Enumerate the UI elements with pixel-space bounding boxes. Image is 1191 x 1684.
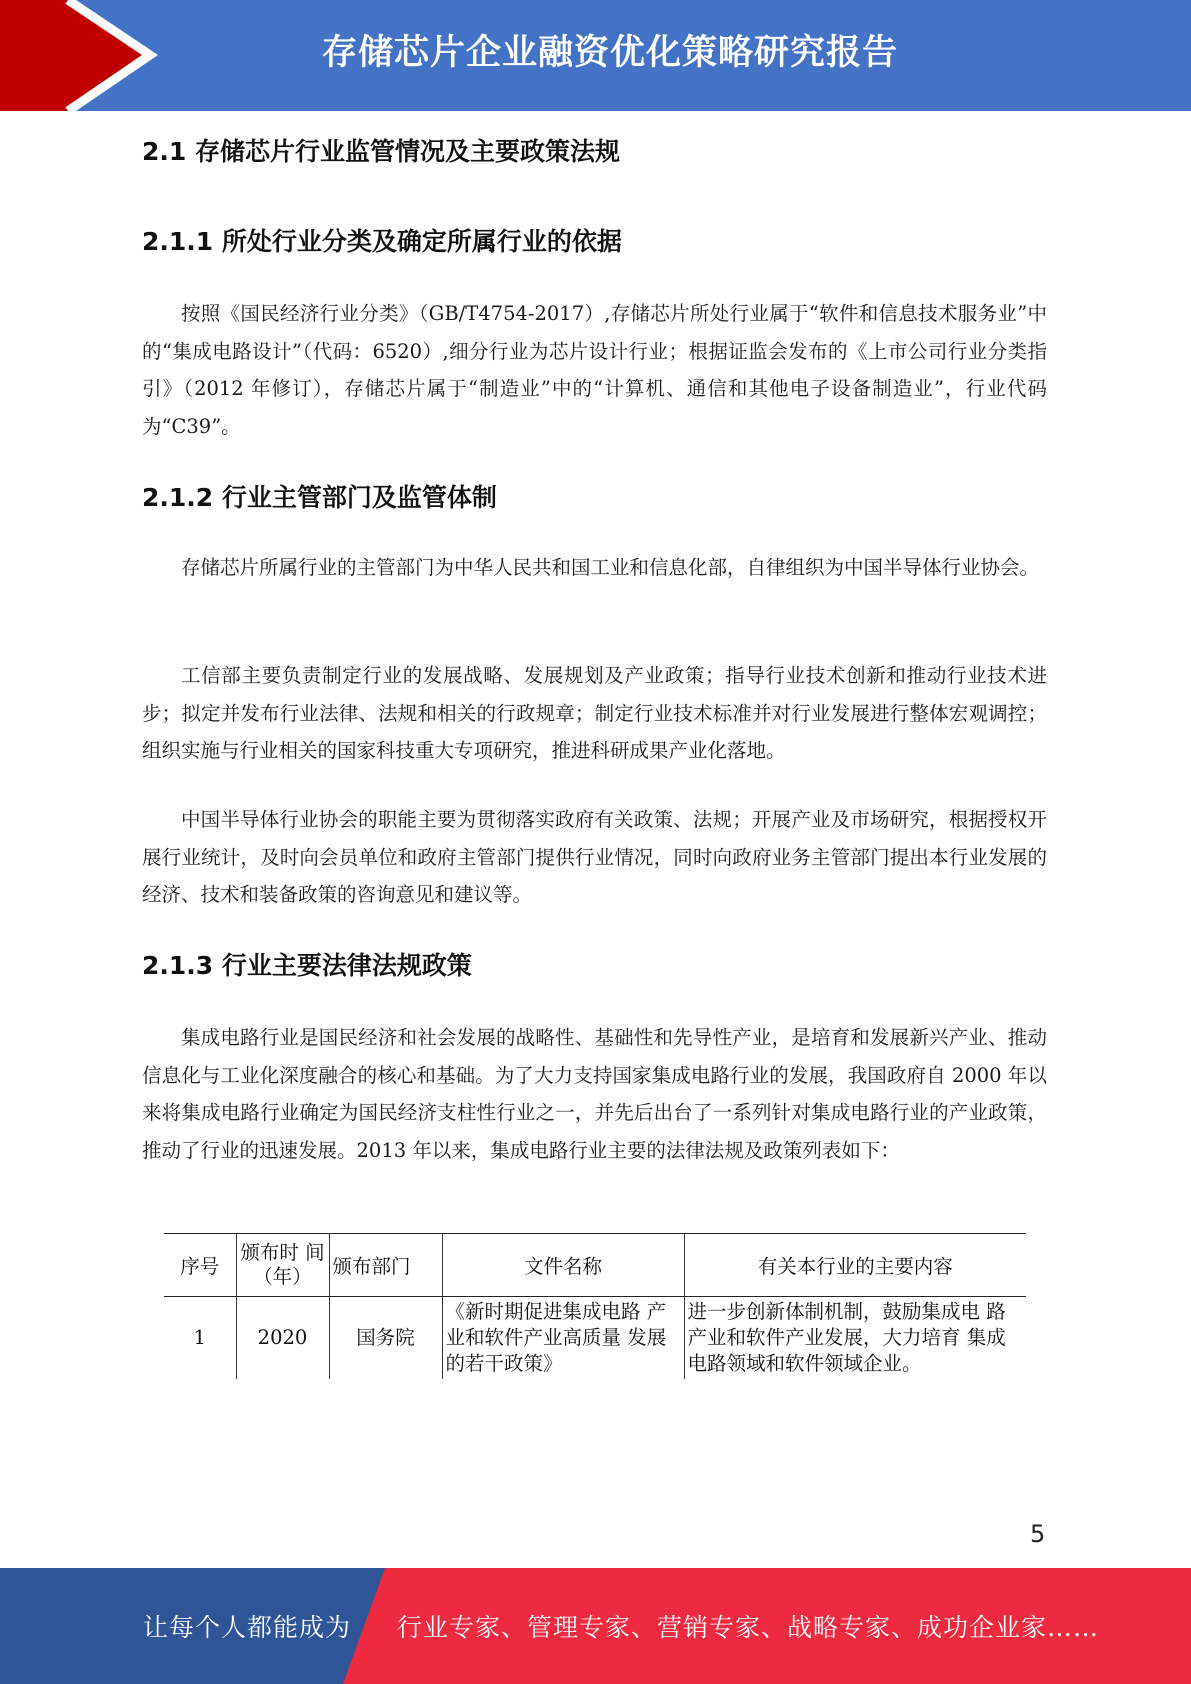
cell-department: 国务院 xyxy=(329,1297,442,1380)
header-document: 文件名称 xyxy=(442,1234,684,1297)
footer-slogan-right: 行业专家、管理专家、营销专家、战略专家、成功企业家…… xyxy=(397,1613,1100,1642)
paragraph-miit-duties: 工信部主要负责制定行业的发展战略、发展规划及产业政策；指导行业技术创新和推动行业技术进步；拟定并发布行业法律、法规和相关的行政规章；制定行业技术标准并对行业发展进行整体宏观调控；组织实施与行业相关的国家科技重大专项研究，推进科研成果产业化落地。 xyxy=(142,664,1047,762)
page-number: 5 xyxy=(1030,1520,1046,1548)
table-row xyxy=(164,1297,1026,1380)
header-year: 颁布时 间（年） xyxy=(236,1234,329,1297)
paragraph-industry-classification: 按照《国民经济行业分类》（GB/T4754-2017）,存储芯片所处行业属于“软件和信息技术服务业”中的“集成电路设计”（代码：6520）,细分行业为芯片设计行业；根据证监会发布的《上市公司行业分类指引》（2012 年修订），存储芯片属于“制造业”中的“计算机、通信和其他电子设备制造业”，行业代码为“C39”。 xyxy=(142,302,1047,438)
header-arrow-decoration xyxy=(0,0,200,111)
cell-content: 进一步创新体制机制，鼓励集成电 路产业和软件产业发展，大力培育 集成电路领域和软件领域企业。 xyxy=(687,1300,1006,1375)
page-footer xyxy=(0,1568,1191,1684)
policy-table xyxy=(164,1233,1026,1379)
section-heading-2-1-2: 2.1.2 行业主管部门及监管体制 xyxy=(142,483,497,512)
table-header-row xyxy=(164,1234,1026,1297)
cell-year: 2020 xyxy=(236,1297,329,1380)
header-index: 序号 xyxy=(164,1234,236,1297)
header-department: 颁布部门 xyxy=(329,1234,442,1297)
cell-document: 《新时期促进集成电路 产业和软件产业高质量 发展的若干政策》 xyxy=(442,1297,684,1380)
section-heading-2-1-3: 2.1.3 行业主要法律法规政策 xyxy=(142,951,472,980)
footer-slogan-left: 让每个人都能成为 xyxy=(143,1613,352,1642)
section-heading-2-1-1: 2.1.1 所处行业分类及确定所属行业的依据 xyxy=(142,227,622,256)
report-title: 存储芯片企业融资优化策略研究报告 xyxy=(321,33,898,73)
cell-index: 1 xyxy=(164,1297,236,1380)
paragraph-regulator: 存储芯片所属行业的主管部门为中华人民共和国工业和信息化部，自律组织为中国半导体行业协会。 xyxy=(181,556,1040,579)
header-content: 有关本行业的主要内容 xyxy=(684,1234,1026,1297)
paragraph-ic-policy: 集成电路行业是国民经济和社会发展的战略性、基础性和先导性产业，是培育和发展新兴产业、推动信息化与工业化深度融合的核心和基础。为了大力支持国家集成电路行业的发展，我国政府自 2000 年以来将集成电路行业确定为国民经济支柱性行业之一，并先后出台了一系列针对集成电路行业的产业政策，推动了行业的迅速发展。2013 年以来，集成电路行业主要的法律法规及政策列表如下： xyxy=(142,1026,1047,1162)
section-heading-2-1: 2.1 存储芯片行业监管情况及主要政策法规 xyxy=(142,137,620,166)
paragraph-csia-duties: 中国半导体行业协会的职能主要为贯彻落实政府有关政策、法规；开展产业及市场研究，根据授权开展行业统计，及时向会员单位和政府主管部门提供行业情况，同时向政府业务主管部门提出本行业发展的经济、技术和装备政策的咨询意见和建议等。 xyxy=(142,808,1047,906)
page-header xyxy=(0,0,1191,111)
